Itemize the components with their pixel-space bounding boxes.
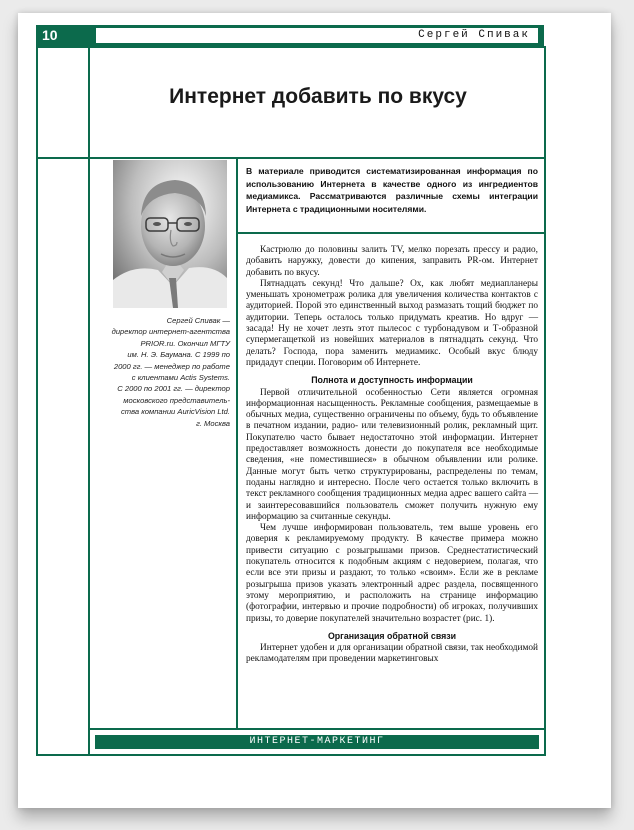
body-paragraph: Первой отличительной особенностью Сети является огромная информационная насыщенность. Рекламные сообщения, размещаемые в обычных медиа, существенно ограничены по объему, будь то объявление в печатном издании, радио- или телевизионный ролик, рекламный щит. Покупателю часто бывает недостаточно этой информации. Интернет предоставляет возможность донести до покупателя все необходимые сведения, «не поместившиеся» в обычном объявлении или ролике. Данные могут быть четко структурированы, распределены по темам, поданы наглядно и интересно. После чего остается только включить в текст рекламного сообщения традиционных медиа адрес вашего сайта — и заинтересовавшийся пользователь сможет получить нужную ему информацию за считанные секунды. xyxy=(246,387,538,522)
caption-line: Сергей Спивак — xyxy=(166,316,230,325)
caption-line: PRIOR.ru. Окончил МГТУ xyxy=(140,338,230,348)
caption-line: с клиентами Actis Systems. xyxy=(131,373,230,383)
left-rule xyxy=(88,46,90,730)
body-paragraph: Интернет удобен и для организации обратной связи, так необходимой рекламодателям при проведении маркетинговых xyxy=(246,643,538,665)
section-heading: Полнота и доступность информации xyxy=(311,375,473,386)
caption-line: С 2000 по 2001 гг. — директор xyxy=(117,384,230,394)
caption-line: 2000 гг. — менеджер по работе xyxy=(113,361,230,371)
caption-line: директор интернет-агентства xyxy=(111,327,230,337)
title-rule xyxy=(36,157,546,159)
body-paragraph: Чем лучше информирован пользователь, тем выше уровень его доверия к рекламируемому продукту. В качестве примера можно привести ситуацию с розыгрышами призов. Среднестатистический покупатель относится к подобным акциям с недоверием, полагая, что если все эти призы и раздают, то только «своим». Если же в рекламе розыгрыша призов указать электронный адрес раздела, посвященного этому мероприятию, и расположить на странице информацию (фотографии, интервью и прочие подробности) об игроках, получивших призы, то доверие покупателей значительно возрастет (рис. 1). xyxy=(246,523,538,624)
body-paragraph: Кастрюлю до половины залить TV, мелко порезать прессу и радио, добавить наружку, довести до кипения, заправить PR-ом. Интернет добавить по вкусу. xyxy=(246,245,538,278)
author-box xyxy=(96,28,538,43)
author-caption xyxy=(92,315,230,429)
caption-line: г. Москва xyxy=(196,418,230,428)
body-paragraph: Пятнадцать секунд! Что дальше? Ох, как любят медиапланеры уменьшать хронометраж ролика для увеличения количества контактов с аудиторией. Порой это единственный выход размазать тощий бюджет по аудитории. Теперь осталось только придумать креатив. Но вдруг — засада! Ну не хочет лезть этот пылесос с турбонадувом и Т-образной супермегащеткой из новейших материалов в пятнадцать секунд. Что делать? Господа, пора заменить медиамикс. Особый вкус блюду придадут специи. Поговорим об Интернете. xyxy=(246,278,538,368)
caption-line: ства компании AuricVision Ltd. xyxy=(120,407,230,417)
article-body xyxy=(246,245,538,666)
author-portrait-image xyxy=(113,160,227,308)
author-name: Сергей Спивак xyxy=(418,29,530,41)
lead-rule xyxy=(236,232,546,234)
author-photo xyxy=(113,160,227,308)
column-rule xyxy=(236,159,238,730)
section-heading: Организация обратной связи xyxy=(327,630,457,641)
article-title: Интернет добавить по вкусу xyxy=(169,85,467,108)
article-lead: В материале приводится систематизированная информация по использованию Интернета в качестве одного из ингредиентов медиамикса. Рассматриваются различные схемы интеграции Интернета с традиционными носителями. xyxy=(246,166,538,214)
page-number: 10 xyxy=(42,27,58,43)
caption-line: московского представитель- xyxy=(123,395,230,405)
section-name: ИНТЕРНЕТ-МАРКЕТИНГ xyxy=(249,736,385,747)
caption-line: им. Н. Э. Баумана. С 1999 по xyxy=(127,350,230,360)
